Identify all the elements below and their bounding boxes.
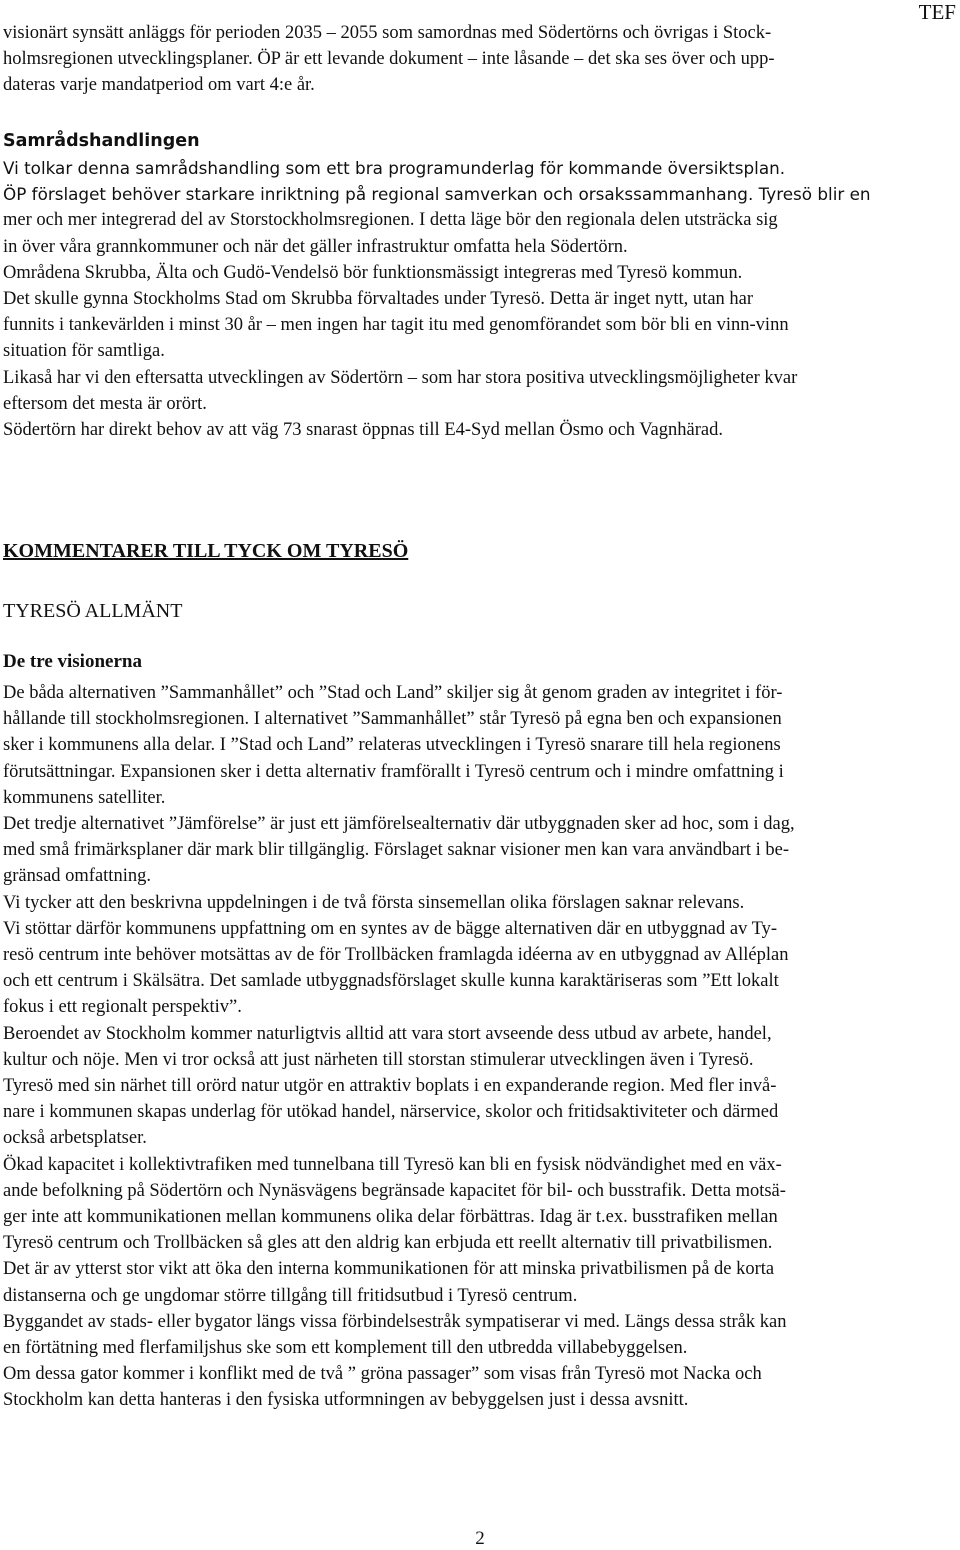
text-line: Det är av ytterst stor vikt att öka den interna kommunikationen för att minska privatbilismen på de korta	[3, 1259, 775, 1280]
text-line: gränsad omfattning.	[3, 866, 151, 887]
text-line: Områdena Skrubba, Älta och Gudö-Vendelsö bör funktionsmässigt integreras med Tyresö kommun.	[3, 262, 743, 283]
visioner-heading: De tre visionerna	[3, 651, 142, 672]
text-line: Södertörn har direkt behov av att väg 73 snarast öppnas till E4-Syd mellan Ösmo och Vagnhärad.	[3, 420, 723, 441]
text-line: dateras varje mandatperiod om vart 4:e år.	[3, 75, 315, 96]
text-line: hållande till stockholmsregionen. I alternativet ”Sammanhållet” står Tyresö på egna ben och expansionen	[3, 709, 782, 730]
kommentarer-heading: KOMMENTARER TILL TYCK OM TYRESÖ	[3, 540, 409, 562]
text-line: Tyresö med sin närhet till orörd natur utgör en attraktiv boplats i en expanderande region. Med fler invå-	[3, 1076, 777, 1097]
text-line: ande befolkning på Södertörn och Nynäsvägens begränsade kapacitet för bil- och busstrafik. Detta motsä-	[3, 1180, 786, 1201]
visioner-section	[3, 680, 958, 1414]
text-line: Vi tycker att den beskrivna uppdelningen i de två första sinsemellan olika förslagen saknar relevans.	[3, 892, 745, 913]
text-line: Det tredje alternativet ”Jämförelse” är just ett jämförelsealternativ där utbyggnaden sker ad hoc, som i dag,	[3, 814, 795, 835]
allmant-heading: TYRESÖ ALLMÄNT	[3, 600, 183, 622]
text-line: ger inte att kommunikationen mellan kommunens olika delar förbättras. Idag är t.ex. busstrafiken mellan	[3, 1207, 778, 1228]
text-line: förutsättningar. Expansionen sker i detta alternativ framförallt i Tyresö centrum och i mindre omfattning i	[3, 761, 784, 782]
text-line: Vi stöttar därför kommunens uppfattning om en syntes av de bägge alternativen där en utbyggnad av Ty-	[3, 918, 778, 939]
text-line: eftersom det mesta är orört.	[3, 393, 207, 414]
text-line: resö centrum inte behöver motsättas av de för Trollbäcken framlagda idéerna av en utbyggnad av Alléplan	[3, 945, 789, 966]
text-line: fokus i ett regionalt perspektiv”.	[3, 997, 242, 1018]
text-line: kommunens satelliter.	[3, 787, 166, 808]
text-line: med små frimärksplaner där mark blir tillgänglig. Förslaget saknar visioner men kan vara användbart i be-	[3, 840, 789, 861]
text-line: situation för samtliga.	[3, 341, 165, 362]
samrad-heading: Samrådshandlingen	[3, 131, 200, 151]
intro-paragraph	[3, 20, 958, 99]
text-line: nare i kommunen skapas underlag för utökad handel, närservice, skolor och fritidsaktiviteter och därmed	[3, 1102, 779, 1123]
text-line: mer och mer integrerad del av Storstockholmsregionen. I detta läge bör den regionala delen utsträcka sig	[3, 210, 778, 231]
text-line: Ökad kapacitet i kollektivtrafiken med tunnelbana till Tyresö kan bli en fysisk nödvändighet med en väx-	[3, 1154, 782, 1175]
text-line: ÖP förslaget behöver starkare inriktning på regional samverkan och orsakssammanhang. Tyresö blir en	[3, 184, 871, 205]
text-line: funnits i tankevärlden i minst 30 år – men ingen har tagit itu med genomförandet som bör bli en vinn-vinn	[3, 315, 789, 336]
document-header-tag: TEF	[918, 0, 956, 24]
text-line: Om dessa gator kommer i konflikt med de två ” gröna passager” som visas från Tyresö mot Nacka och	[3, 1364, 762, 1385]
text-line: Stockholm kan detta hanteras i den fysiska utformningen av bebyggelsen just i dessa avsnitt.	[3, 1390, 689, 1411]
text-line: kultur och nöje. Men vi tror också att just närheten till storstan stimulerar utvecklingen även i Tyresö.	[3, 1049, 754, 1070]
text-line: också arbetsplatser.	[3, 1128, 147, 1149]
text-line: in över våra grannkommuner och när det gäller infrastruktur omfatta hela Södertörn.	[3, 236, 628, 257]
text-line: Beroendet av Stockholm kommer naturligtvis alltid att vara stort avseende dess utbud av arbete, handel,	[3, 1023, 772, 1044]
text-line: och ett centrum i Skälsätra. Det samlade utbyggnadsförslaget skulle kunna karaktäriseras som ”Ett lokalt	[3, 971, 779, 992]
text-line: Det skulle gynna Stockholms Stad om Skrubba förvaltades under Tyresö. Detta är inget nytt, utan har	[3, 289, 754, 310]
text-line: visionärt synsätt anläggs för perioden 2035 – 2055 som samordnas med Södertörns och övrigas i Stock-	[3, 23, 772, 43]
text-line: en förtätning med flerfamiljshus ske som ett komplement till den utbredda villabebyggelsen.	[3, 1338, 688, 1359]
text-line: Likaså har vi den eftersatta utvecklingen av Södertörn – som har stora positiva utvecklingsmöjligheter kvar	[3, 367, 798, 388]
text-line: Tyresö centrum och Trollbäcken så gles att den aldrig kan erbjuda ett reellt alternativ till privatbilismen.	[3, 1233, 773, 1254]
text-line: Vi tolkar denna samrådshandling som ett bra programunderlag för kommande översiktsplan.	[3, 158, 786, 178]
text-line: Byggandet av stads- eller bygator längs vissa förbindelsestråk sympatiserar vi med. Längs dessa stråk kan	[3, 1311, 787, 1332]
text-line: De båda alternativen ”Sammanhållet” och ”Stad och Land” skiljer sig åt genom graden av integritet i för-	[3, 683, 783, 703]
text-line: distanserna och ge ungdomar större tillgång till fritidsutbud i Tyresö centrum.	[3, 1285, 578, 1306]
page-number: 2	[475, 1528, 485, 1549]
samrad-section	[3, 155, 958, 443]
text-line: sker i kommunens alla delar. I ”Stad och Land” relateras utvecklingen i Tyresö snarare till hela regionens	[3, 735, 781, 756]
text-line: holmsregionen utvecklingsplaner. ÖP är ett levande dokument – inte låsande – det ska ses över och upp-	[3, 49, 775, 70]
